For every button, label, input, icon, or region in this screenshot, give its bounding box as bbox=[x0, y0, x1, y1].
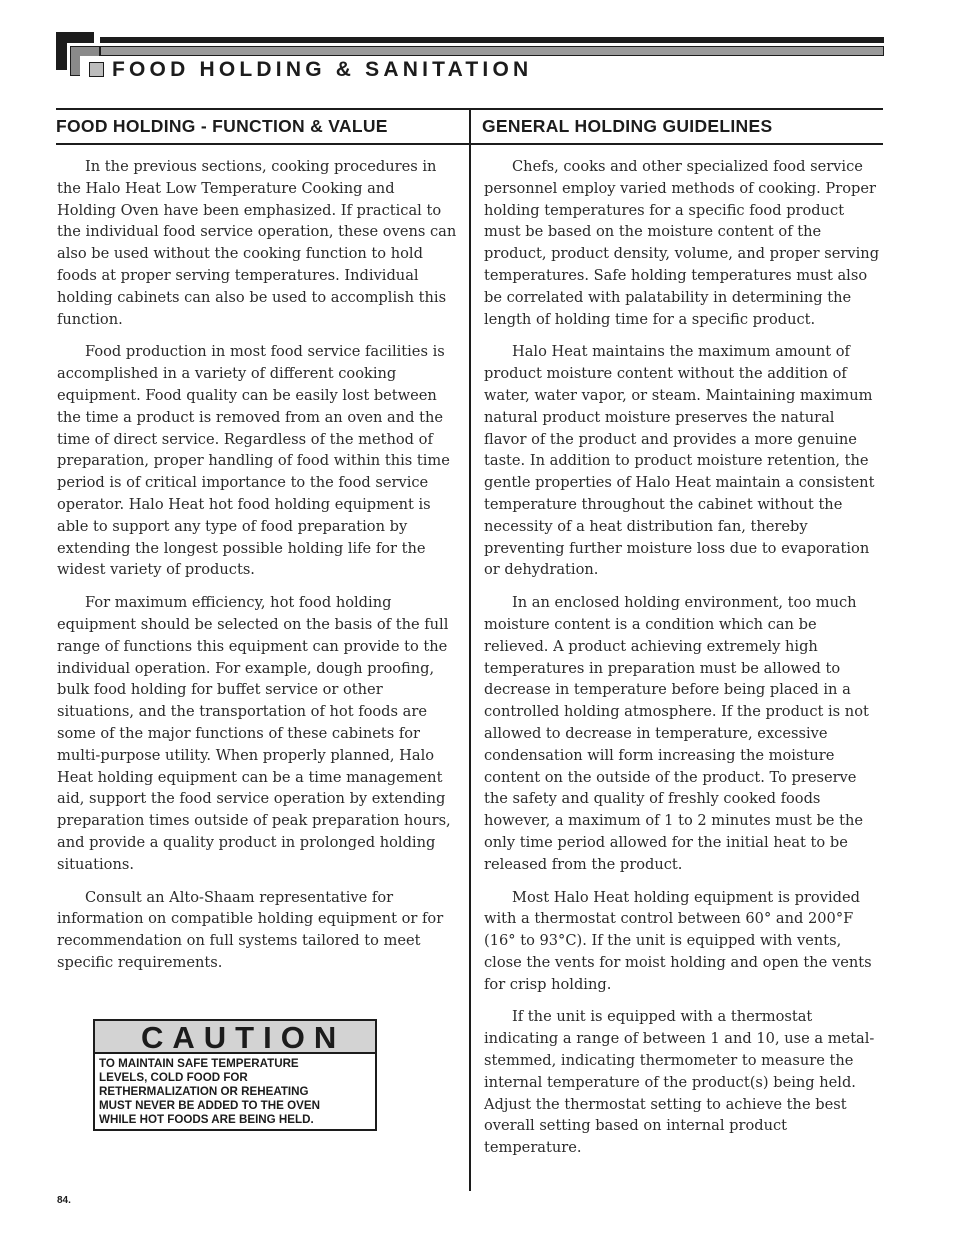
caution-line: TO MAINTAIN SAFE TEMPERATURE bbox=[99, 1057, 299, 1070]
caution-line: WHILE HOT FOODS ARE BEING HELD. bbox=[99, 1113, 314, 1126]
header-rule-thick bbox=[100, 37, 884, 43]
caution-line: RETHERMALIZATION OR REHEATING bbox=[99, 1085, 309, 1098]
left-column-body bbox=[57, 156, 457, 985]
caution-title: CAUTION bbox=[95, 1021, 375, 1054]
page-number: 84. bbox=[57, 1195, 71, 1206]
left-paragraph: For maximum efficiency, hot food holding equipment should be selected on the basis of the full range of functions this equipment can provide to the individual operation. For example, dough proofing, bulk food holding for buffet service or other situations, and the transportation of hot foods are some of the major functions of these cabinets for multi-purpose utility. When properly planned, Halo Heat holding equipment can be a time management aid, support the food service operation by extending preparation times outside of peak preparation hours, and provide a quality product in prolonged holding situations. bbox=[57, 594, 451, 873]
caution-line: MUST NEVER BE ADDED TO THE OVEN bbox=[99, 1099, 320, 1112]
header-logo-mark-small bbox=[89, 62, 104, 77]
right-paragraph: If the unit is equipped with a thermostat indicating a range of between 1 and 10, use a metal-stemmed, indicating thermometer to measure the internal temperature of the product(s) being held. Adjust the thermostat setting to achieve the best overall setting based on internal product temperature. bbox=[484, 1008, 875, 1157]
left-paragraph: Consult an Alto-Shaam representative for information on compatible holding equipment or for recommendation on full systems tailored to meet specific requirements. bbox=[57, 888, 444, 971]
right-column-body bbox=[484, 156, 880, 1170]
caution-box bbox=[93, 1019, 377, 1131]
left-paragraph: Food production in most food service facilities is accomplished in a variety of different cooking equipment. Food quality can be easily lost between the time a product is removed from an oven and the time of direct service. Regardless of the method of preparation, proper handling of food within this time period is of critical importance to the food service operator. Halo Heat hot food holding equipment is able to support any type of food preparation by extending the longest possible holding life for the widest variety of products. bbox=[57, 343, 450, 579]
column-divider bbox=[469, 108, 471, 1191]
right-paragraph: Chefs, cooks and other specialized food service personnel employ varied methods of cooking. Proper holding temperatures for a specific food product must be based on the moisture content of the product, product density, volume, and proper serving temperatures. Safe holding temperatures must also be correlated with palatability in determining the length of holding time for a specific product. bbox=[484, 158, 880, 328]
right-column-heading: GENERAL HOLDING GUIDELINES bbox=[482, 116, 773, 136]
section-title: FOOD HOLDING & SANITATION bbox=[112, 58, 533, 81]
left-column-heading: FOOD HOLDING - FUNCTION & VALUE bbox=[56, 116, 388, 136]
caution-text bbox=[95, 1054, 375, 1127]
caution-line: LEVELS, COLD FOOD FOR bbox=[99, 1071, 248, 1084]
right-paragraph: Halo Heat maintains the maximum amount of product moisture content without the addition of water, water vapor, or steam. Maintaining maximum natural product moisture preserves the natural flavor of the product and provides a more genuine taste. In addition to product moisture retention, the gentle properties of Halo Heat maintain a consistent temperature throughout the cabinet without the necessity of a heat distribution fan, thereby preventing further moisture loss due to evaporation or dehydration. bbox=[484, 343, 875, 579]
right-paragraph: In an enclosed holding environment, too much moisture content is a condition which can be relieved. A product achieving extremely high temperatures in preparation must be allowed to decrease in temperature before being placed in a controlled holding atmosphere. If the product is not allowed to decrease in temperature, excessive condensation will form increasing the moisture content on the outside of the product. To preserve the safety and quality of freshly cooked foods however, a maximum of 1 to 2 minutes must be the only time period allowed for the initial heat to be released from the product. bbox=[484, 594, 869, 873]
header-rule-grey bbox=[100, 46, 884, 56]
left-paragraph: In the previous sections, cooking procedures in the Halo Heat Low Temperature Cooking and Holding Oven have been emphasized. If practical to the individual food service operation, these ovens can also be used without the cooking function to hold foods at proper serving temperatures. Individual holding cabinets can also be used to accomplish this function. bbox=[57, 158, 457, 328]
right-paragraph: Most Halo Heat holding equipment is provided with a thermostat control between 60° and 200°F (16° to 93°C). If the unit is equipped with vents, close the vents for moist holding and open the vents for crisp holding. bbox=[484, 888, 872, 993]
